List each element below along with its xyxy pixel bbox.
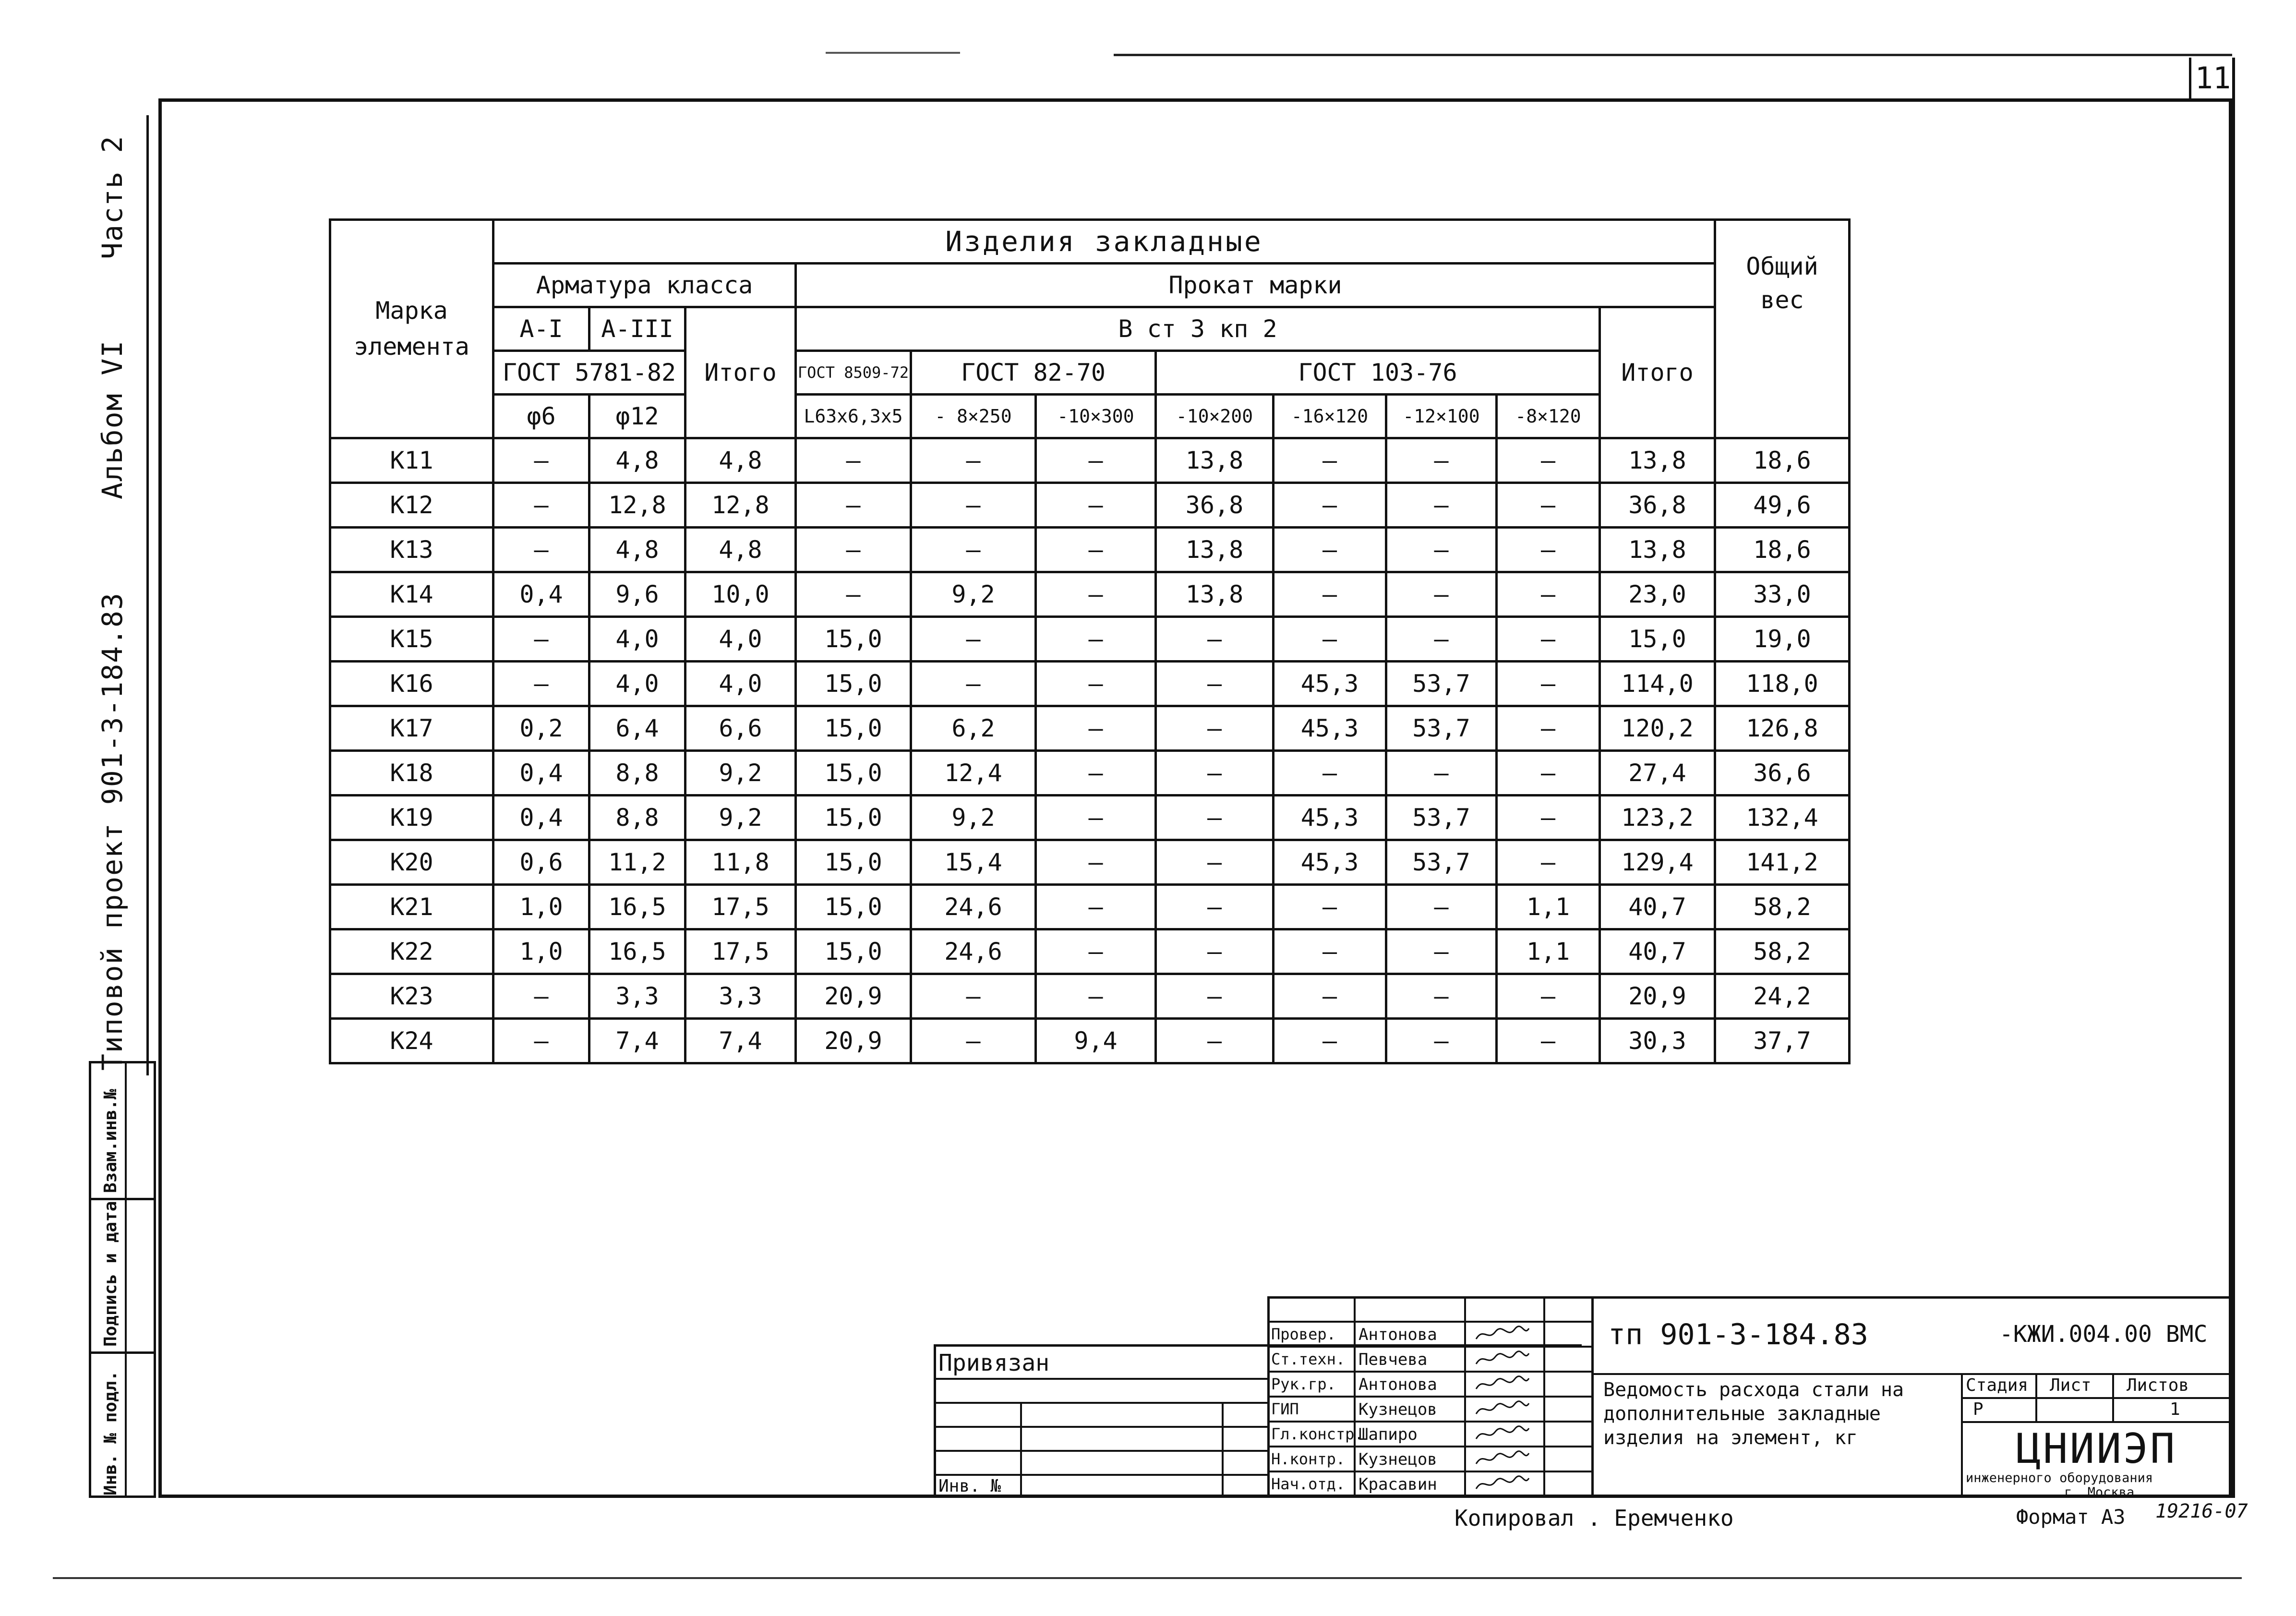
header-steel-grade: В ст 3 кп 2 xyxy=(796,307,1600,351)
cell-total-weight: 19,0 xyxy=(1715,617,1850,662)
signature-role: Рук.гр. xyxy=(1271,1375,1336,1393)
cell-strip-10x300: — xyxy=(1036,572,1156,617)
cell-rolled-total: 27,4 xyxy=(1600,751,1715,796)
cell-strip-10x300: — xyxy=(1036,706,1156,751)
cell-a1-phi6: 0,4 xyxy=(493,796,589,840)
cell-total-weight: 33,0 xyxy=(1715,572,1850,617)
steel-consumption-table xyxy=(329,218,1851,1064)
signature-name: Кузнецов xyxy=(1358,1400,1437,1419)
cell-strip-8x120: — xyxy=(1497,617,1600,662)
cell-a3-phi12: 12,8 xyxy=(589,483,685,528)
side-album: Альбом VI xyxy=(96,339,129,499)
header-rebar-gost: ГОСТ 5781-82 xyxy=(493,351,685,395)
cell-strip-10x300: — xyxy=(1036,840,1156,885)
cell-strip-12x100: 53,7 xyxy=(1386,706,1497,751)
cell-strip-12x100: — xyxy=(1386,438,1497,483)
cell-strip-10x300: — xyxy=(1036,617,1156,662)
cell-rolled-total: 13,8 xyxy=(1600,528,1715,572)
table-row xyxy=(330,1019,1850,1063)
cell-a3-phi12: 8,8 xyxy=(589,796,685,840)
side-margin-line xyxy=(146,115,149,1075)
block-line xyxy=(934,1474,1270,1476)
cell-mark: К17 xyxy=(330,706,493,751)
cell-mark: К12 xyxy=(330,483,493,528)
header-dia-12: φ12 xyxy=(589,395,685,438)
cell-angle-63: 15,0 xyxy=(796,929,911,974)
cell-strip-10x200: 13,8 xyxy=(1156,438,1274,483)
cell-strip-8x120: — xyxy=(1497,1019,1600,1063)
cell-total-weight: 132,4 xyxy=(1715,796,1850,840)
signature-scribble-icon xyxy=(1474,1350,1531,1369)
stamp-signature-date: Подпись и дата xyxy=(101,1201,120,1347)
stage-value: Р xyxy=(1973,1399,1983,1419)
frame-right-edge xyxy=(2232,58,2242,1498)
cell-strip-12x100: — xyxy=(1386,483,1497,528)
cell-rebar-total: 4,8 xyxy=(685,528,796,572)
stamp-replace-inv: Взам.инв.№ xyxy=(101,1089,120,1193)
block-line xyxy=(1591,1373,2235,1375)
cell-mark: К15 xyxy=(330,617,493,662)
cell-mark: К13 xyxy=(330,528,493,572)
header-rolled-total: Итого xyxy=(1600,307,1715,438)
cell-rolled-total: 120,2 xyxy=(1600,706,1715,751)
header-total-weight: Общий вес xyxy=(1715,220,1850,438)
cell-strip-8x250: 24,6 xyxy=(911,885,1036,929)
cell-strip-10x300: — xyxy=(1036,528,1156,572)
cell-strip-8x120: — xyxy=(1497,751,1600,796)
cell-mark: К18 xyxy=(330,751,493,796)
description-line-2: дополнительные закладные xyxy=(1603,1403,1881,1425)
binding-strip-divider xyxy=(91,1198,154,1200)
org-subtitle: инженерного оборудования xyxy=(1966,1471,2153,1485)
cell-a3-phi12: 16,5 xyxy=(589,929,685,974)
signature-name: Певчева xyxy=(1358,1350,1428,1369)
cell-total-weight: 49,6 xyxy=(1715,483,1850,528)
stamp-inv-no: Инв. № подл. xyxy=(101,1370,120,1495)
cell-strip-8x120: — xyxy=(1497,796,1600,840)
block-line xyxy=(1267,1471,1594,1472)
cell-strip-16x120: — xyxy=(1274,1019,1386,1063)
binding-strip-vline xyxy=(125,1063,127,1495)
block-line xyxy=(2112,1373,2114,1421)
table-row xyxy=(330,438,1850,483)
cell-strip-16x120: — xyxy=(1274,974,1386,1019)
signature-scribble-icon xyxy=(1474,1424,1531,1444)
cell-strip-8x250: 9,2 xyxy=(911,796,1036,840)
cell-strip-16x120: — xyxy=(1274,438,1386,483)
side-project-title: Типовой проект 901-3-184.83 xyxy=(96,592,129,1071)
cell-total-weight: 126,8 xyxy=(1715,706,1850,751)
cell-rebar-total: 11,8 xyxy=(685,840,796,885)
cell-mark: К22 xyxy=(330,929,493,974)
cell-mark: К16 xyxy=(330,662,493,706)
cell-angle-63: 15,0 xyxy=(796,662,911,706)
cell-strip-10x200: 13,8 xyxy=(1156,528,1274,572)
cell-strip-10x300: — xyxy=(1036,662,1156,706)
signature-name: Кузнецов xyxy=(1358,1450,1437,1469)
cell-a1-phi6: — xyxy=(493,974,589,1019)
signature-name: Антонова xyxy=(1358,1375,1437,1394)
header-profile-10x200: -10×200 xyxy=(1156,395,1274,438)
cell-strip-12x100: — xyxy=(1386,572,1497,617)
block-line xyxy=(1222,1402,1224,1498)
header-mark: Марка элемента xyxy=(330,220,493,438)
signature-role: Н.контр. xyxy=(1271,1450,1346,1468)
table-row xyxy=(330,572,1850,617)
signature-scribble-icon xyxy=(1474,1375,1531,1394)
cell-mark: К19 xyxy=(330,796,493,840)
block-line xyxy=(1961,1397,2235,1399)
block-line xyxy=(1020,1402,1022,1498)
cell-strip-8x120: 1,1 xyxy=(1497,929,1600,974)
header-rebar-a1: А-I xyxy=(493,307,589,351)
project-code: тп 901-3-184.83 xyxy=(1608,1318,1868,1351)
block-line xyxy=(1267,1321,1594,1323)
cell-rebar-total: 3,3 xyxy=(685,974,796,1019)
side-part: Часть 2 xyxy=(96,135,129,259)
block-line xyxy=(1267,1371,1594,1373)
copied-by: Копировал . Еремченко xyxy=(1455,1505,1734,1531)
cell-angle-63: — xyxy=(796,438,911,483)
signature-scribble-icon xyxy=(1474,1474,1531,1494)
cell-a3-phi12: 4,8 xyxy=(589,528,685,572)
cell-angle-63: 15,0 xyxy=(796,840,911,885)
cell-a1-phi6: 0,2 xyxy=(493,706,589,751)
cell-rebar-total: 10,0 xyxy=(685,572,796,617)
header-dia-6: φ6 xyxy=(493,395,589,438)
org-city: г. Москва xyxy=(2064,1485,2135,1500)
cell-a3-phi12: 16,5 xyxy=(589,885,685,929)
cell-strip-8x250: — xyxy=(911,528,1036,572)
signature-name: Шапиро xyxy=(1358,1425,1418,1444)
cell-rebar-total: 17,5 xyxy=(685,885,796,929)
header-rolled-group: Прокат марки xyxy=(796,264,1715,307)
cell-a1-phi6: 0,4 xyxy=(493,572,589,617)
table-body xyxy=(330,438,1850,1063)
sheet-number: 11 xyxy=(2189,58,2235,101)
cell-a1-phi6: — xyxy=(493,438,589,483)
cell-a1-phi6: 1,0 xyxy=(493,929,589,974)
cell-strip-12x100: 53,7 xyxy=(1386,840,1497,885)
cell-rebar-total: 4,0 xyxy=(685,662,796,706)
table-row xyxy=(330,974,1850,1019)
cell-a1-phi6: — xyxy=(493,528,589,572)
cell-strip-8x250: — xyxy=(911,483,1036,528)
cell-strip-10x300: — xyxy=(1036,885,1156,929)
header-profile-10x300: -10×300 xyxy=(1036,395,1156,438)
cell-a3-phi12: 8,8 xyxy=(589,751,685,796)
org-name: ЦНИИЭП xyxy=(2016,1425,2177,1473)
cell-strip-8x120: — xyxy=(1497,662,1600,706)
cell-strip-8x250: 6,2 xyxy=(911,706,1036,751)
cell-a3-phi12: 4,8 xyxy=(589,438,685,483)
cell-strip-16x120: — xyxy=(1274,751,1386,796)
signature-name: Красавин xyxy=(1358,1475,1437,1494)
signature-role: ГИП xyxy=(1271,1400,1299,1418)
header-profile-8x120: -8×120 xyxy=(1497,395,1600,438)
binding-strip-divider xyxy=(91,1351,154,1354)
cell-total-weight: 18,6 xyxy=(1715,528,1850,572)
cell-rebar-total: 9,2 xyxy=(685,751,796,796)
block-line xyxy=(1961,1421,2235,1423)
table-row xyxy=(330,751,1850,796)
cell-strip-12x100: 53,7 xyxy=(1386,662,1497,706)
cell-strip-8x120: — xyxy=(1497,572,1600,617)
block-line xyxy=(934,1402,1270,1404)
cell-strip-8x120: — xyxy=(1497,840,1600,885)
cell-rolled-total: 40,7 xyxy=(1600,929,1715,974)
binding-strip xyxy=(89,1061,156,1498)
cell-angle-63: 20,9 xyxy=(796,974,911,1019)
cell-rolled-total: 114,0 xyxy=(1600,662,1715,706)
cell-strip-8x250: 9,2 xyxy=(911,572,1036,617)
block-line xyxy=(934,1450,1270,1452)
signature-role: Нач.отд. xyxy=(1271,1475,1346,1493)
format-label: Формат А3 xyxy=(2016,1505,2126,1529)
archive-number: 19216-07 xyxy=(2155,1500,2248,1522)
table-row xyxy=(330,483,1850,528)
top-rule-short xyxy=(826,52,960,54)
cell-strip-16x120: 45,3 xyxy=(1274,662,1386,706)
cell-mark: К24 xyxy=(330,1019,493,1063)
cell-strip-10x300: — xyxy=(1036,974,1156,1019)
cell-angle-63: 15,0 xyxy=(796,751,911,796)
cell-strip-16x120: 45,3 xyxy=(1274,840,1386,885)
cell-strip-16x120: — xyxy=(1274,929,1386,974)
cell-strip-16x120: — xyxy=(1274,483,1386,528)
table-row xyxy=(330,885,1850,929)
cell-strip-10x200: — xyxy=(1156,974,1274,1019)
cell-total-weight: 36,6 xyxy=(1715,751,1850,796)
cell-strip-10x300: — xyxy=(1036,929,1156,974)
block-line xyxy=(2035,1373,2037,1421)
description-line-1: Ведомость расхода стали на xyxy=(1603,1379,1904,1401)
signature-name: Антонова xyxy=(1358,1325,1437,1344)
table-row xyxy=(330,617,1850,662)
block-line xyxy=(934,1378,1270,1380)
block-line xyxy=(1267,1421,1594,1423)
cell-total-weight: 37,7 xyxy=(1715,1019,1850,1063)
cell-strip-10x300: 9,4 xyxy=(1036,1019,1156,1063)
signature-scribble-icon xyxy=(1474,1399,1531,1419)
sheets-value: 1 xyxy=(2170,1399,2180,1419)
doc-code: -КЖИ.004.00 ВМС xyxy=(1999,1321,2208,1348)
sheets-label: Листов xyxy=(2127,1375,2189,1395)
inv-no-label: Инв. № xyxy=(938,1476,1001,1496)
cell-rolled-total: 123,2 xyxy=(1600,796,1715,840)
cell-mark: К23 xyxy=(330,974,493,1019)
cell-rebar-total: 4,0 xyxy=(685,617,796,662)
cell-angle-63: — xyxy=(796,483,911,528)
cell-strip-10x300: — xyxy=(1036,796,1156,840)
privyazan-label: Привязан xyxy=(938,1350,1050,1376)
cell-rebar-total: 7,4 xyxy=(685,1019,796,1063)
cell-rolled-total: 23,0 xyxy=(1600,572,1715,617)
cell-strip-8x250: — xyxy=(911,1019,1036,1063)
cell-total-weight: 118,0 xyxy=(1715,662,1850,706)
cell-rolled-total: 15,0 xyxy=(1600,617,1715,662)
cell-a3-phi12: 3,3 xyxy=(589,974,685,1019)
cell-rebar-total: 4,8 xyxy=(685,438,796,483)
top-rule xyxy=(1114,54,2232,56)
cell-strip-8x120: — xyxy=(1497,438,1600,483)
cell-strip-10x300: — xyxy=(1036,751,1156,796)
cell-a1-phi6: — xyxy=(493,617,589,662)
signature-role: Провер. xyxy=(1271,1325,1336,1343)
signature-role: Гл.констр. xyxy=(1271,1425,1364,1443)
cell-mark: К21 xyxy=(330,885,493,929)
cell-rolled-total: 129,4 xyxy=(1600,840,1715,885)
cell-a1-phi6: 0,6 xyxy=(493,840,589,885)
cell-strip-8x120: — xyxy=(1497,706,1600,751)
cell-strip-16x120: — xyxy=(1274,617,1386,662)
cell-strip-8x250: — xyxy=(911,617,1036,662)
cell-mark: К14 xyxy=(330,572,493,617)
cell-rolled-total: 20,9 xyxy=(1600,974,1715,1019)
cell-angle-63: 15,0 xyxy=(796,706,911,751)
cell-rebar-total: 9,2 xyxy=(685,796,796,840)
cell-strip-12x100: — xyxy=(1386,528,1497,572)
table-row xyxy=(330,840,1850,885)
cell-strip-10x200: — xyxy=(1156,929,1274,974)
cell-strip-8x250: — xyxy=(911,974,1036,1019)
cell-strip-10x300: — xyxy=(1036,438,1156,483)
cell-mark: К11 xyxy=(330,438,493,483)
cell-angle-63: — xyxy=(796,572,911,617)
cell-strip-12x100: — xyxy=(1386,1019,1497,1063)
header-gost-82: ГОСТ 82-70 xyxy=(911,351,1156,395)
cell-strip-12x100: — xyxy=(1386,885,1497,929)
cell-total-weight: 58,2 xyxy=(1715,885,1850,929)
cell-strip-8x120: 1,1 xyxy=(1497,885,1600,929)
cell-strip-10x200: — xyxy=(1156,840,1274,885)
cell-rolled-total: 40,7 xyxy=(1600,885,1715,929)
header-profile-8x250: - 8×250 xyxy=(911,395,1036,438)
cell-strip-10x200: — xyxy=(1156,662,1274,706)
cell-a3-phi12: 7,4 xyxy=(589,1019,685,1063)
table-row xyxy=(330,662,1850,706)
stage-label: Стадия xyxy=(1966,1375,2029,1395)
cell-total-weight: 58,2 xyxy=(1715,929,1850,974)
cell-mark: К20 xyxy=(330,840,493,885)
cell-strip-16x120: — xyxy=(1274,528,1386,572)
cell-strip-10x300: — xyxy=(1036,483,1156,528)
cell-strip-10x200: 36,8 xyxy=(1156,483,1274,528)
cell-strip-8x120: — xyxy=(1497,974,1600,1019)
table-row xyxy=(330,929,1850,974)
block-line xyxy=(1961,1373,1963,1498)
cell-rebar-total: 6,6 xyxy=(685,706,796,751)
cell-rebar-total: 12,8 xyxy=(685,483,796,528)
cell-a1-phi6: 1,0 xyxy=(493,885,589,929)
cell-strip-10x200: — xyxy=(1156,751,1274,796)
cell-strip-8x250: 24,6 xyxy=(911,929,1036,974)
header-gost-103: ГОСТ 103-76 xyxy=(1156,351,1600,395)
cell-rebar-total: 17,5 xyxy=(685,929,796,974)
cell-strip-10x200: 13,8 xyxy=(1156,572,1274,617)
cell-strip-8x250: 15,4 xyxy=(911,840,1036,885)
cell-a1-phi6: — xyxy=(493,483,589,528)
cell-strip-16x120: 45,3 xyxy=(1274,706,1386,751)
cell-strip-8x120: — xyxy=(1497,528,1600,572)
cell-a3-phi12: 9,6 xyxy=(589,572,685,617)
cell-angle-63: 15,0 xyxy=(796,885,911,929)
block-line xyxy=(1267,1446,1594,1447)
signature-role: Ст.техн. xyxy=(1271,1350,1346,1368)
cell-strip-10x200: — xyxy=(1156,796,1274,840)
cell-angle-63: 15,0 xyxy=(796,796,911,840)
cell-strip-10x200: — xyxy=(1156,1019,1274,1063)
header-profile-angle: L63x6,3x5 xyxy=(796,395,911,438)
cell-a1-phi6: 0,4 xyxy=(493,751,589,796)
sheet-label: Лист xyxy=(2050,1375,2092,1395)
cell-a1-phi6: — xyxy=(493,662,589,706)
bottom-rule xyxy=(53,1577,2242,1579)
cell-strip-16x120: — xyxy=(1274,885,1386,929)
cell-rolled-total: 13,8 xyxy=(1600,438,1715,483)
description-line-3: изделия на элемент, кг xyxy=(1603,1427,1858,1449)
cell-strip-12x100: — xyxy=(1386,929,1497,974)
cell-angle-63: — xyxy=(796,528,911,572)
block-line xyxy=(1267,1346,1594,1348)
cell-a1-phi6: — xyxy=(493,1019,589,1063)
cell-a3-phi12: 4,0 xyxy=(589,662,685,706)
cell-rolled-total: 30,3 xyxy=(1600,1019,1715,1063)
cell-strip-8x250: — xyxy=(911,662,1036,706)
cell-angle-63: 15,0 xyxy=(796,617,911,662)
header-profile-12x100: -12×100 xyxy=(1386,395,1497,438)
cell-strip-10x200: — xyxy=(1156,617,1274,662)
cell-strip-10x200: — xyxy=(1156,706,1274,751)
cell-a3-phi12: 6,4 xyxy=(589,706,685,751)
cell-strip-10x200: — xyxy=(1156,885,1274,929)
cell-a3-phi12: 11,2 xyxy=(589,840,685,885)
header-rebar-a3: А-III xyxy=(589,307,685,351)
cell-total-weight: 24,2 xyxy=(1715,974,1850,1019)
header-rebar-group: Арматура класса xyxy=(493,264,796,307)
table-row xyxy=(330,706,1850,751)
cell-a3-phi12: 4,0 xyxy=(589,617,685,662)
cell-strip-8x250: — xyxy=(911,438,1036,483)
header-gost-8509: ГОСТ 8509-72 xyxy=(796,351,911,395)
cell-strip-8x250: 12,4 xyxy=(911,751,1036,796)
cell-strip-16x120: 45,3 xyxy=(1274,796,1386,840)
cell-strip-8x120: — xyxy=(1497,483,1600,528)
cell-strip-12x100: — xyxy=(1386,974,1497,1019)
cell-strip-12x100: — xyxy=(1386,617,1497,662)
table-row xyxy=(330,796,1850,840)
cell-total-weight: 141,2 xyxy=(1715,840,1850,885)
cell-rolled-total: 36,8 xyxy=(1600,483,1715,528)
block-line xyxy=(1267,1396,1594,1398)
header-profile-16x120: -16×120 xyxy=(1274,395,1386,438)
signature-scribble-icon xyxy=(1474,1449,1531,1469)
cell-strip-12x100: 53,7 xyxy=(1386,796,1497,840)
block-line xyxy=(934,1426,1270,1428)
cell-strip-16x120: — xyxy=(1274,572,1386,617)
signature-scribble-icon xyxy=(1474,1325,1531,1344)
header-rebar-total: Итого xyxy=(685,307,796,438)
header-embedded-items: Изделия закладные xyxy=(493,220,1715,264)
cell-strip-12x100: — xyxy=(1386,751,1497,796)
table-row xyxy=(330,528,1850,572)
cell-total-weight: 18,6 xyxy=(1715,438,1850,483)
cell-angle-63: 20,9 xyxy=(796,1019,911,1063)
